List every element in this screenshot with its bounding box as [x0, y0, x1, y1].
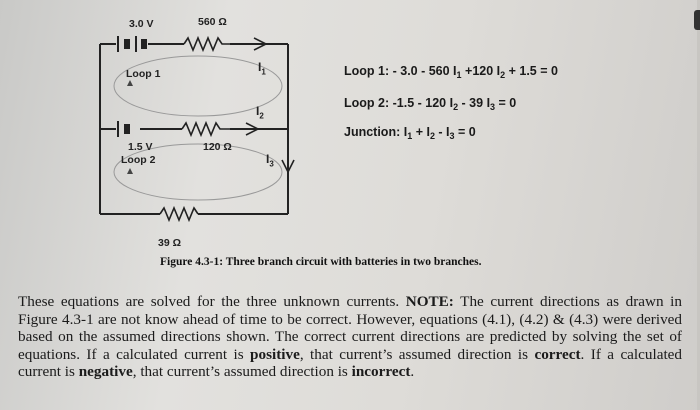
resistor-mid-value: 120 Ω [203, 141, 232, 153]
battery-mid-voltage: 1.5 V [128, 141, 153, 153]
note-label: NOTE: [405, 293, 454, 310]
equation-junction: Junction: $I_1 + I_2 - I_3 = 0$ [344, 125, 476, 141]
current-i2-label: $I_2$ [256, 104, 264, 121]
resistor-bottom-value: 39 Ω [158, 237, 182, 249]
current-i1-label: $I_1$ [258, 60, 266, 77]
incorrect-term: incorrect [351, 363, 411, 381]
battery-mid [118, 121, 130, 137]
loop2-label: Loop 2 [121, 154, 156, 166]
correct-term: correct [534, 345, 581, 363]
figure-caption: Figure 4.3-1: Three branch circuit with batteries in two branches. [160, 256, 482, 268]
resistor-top [184, 38, 230, 50]
resistor-mid [182, 123, 230, 135]
battery-top [118, 36, 147, 52]
equation-loop1: Loop 1: - 3.0 - 560 $I_1 +120$ $I_2 + 1.5 = 0$ [344, 64, 558, 80]
page-edge-mark [694, 10, 700, 30]
positive-term: positive [250, 345, 300, 363]
resistor-bottom [160, 208, 198, 220]
resistor-top-value: 560 Ω [198, 16, 227, 28]
current-i3-label: $I_3$ [266, 152, 274, 169]
loop2-dir-arrow [127, 168, 133, 174]
negative-term: negative [78, 363, 133, 381]
circuit-diagram [0, 0, 340, 240]
loop1-dir-arrow [127, 80, 133, 86]
equation-loop2: Loop 2: -1.5 - 120 $I_2 - 39$ $I_3 = 0$ [344, 96, 517, 112]
battery-top-voltage: 3.0 V [129, 18, 154, 30]
loop1-label: Loop 1 [126, 68, 161, 80]
body-paragraph: These equations are solved for the three unknown currents. NOTE: The current directions as drawn in Figure 4.3-1 are not know ahead of time to be correct. However, equations (4.1), (4.2) & (4.3) were derived based on the assumed directions shown. The correct current directions are predicted by solving the set of equations. If a calculated current is positive, that current’s assumed direction is correct. If a calculated current is negative, that current’s assumed direction is incorrect. [18, 293, 682, 381]
